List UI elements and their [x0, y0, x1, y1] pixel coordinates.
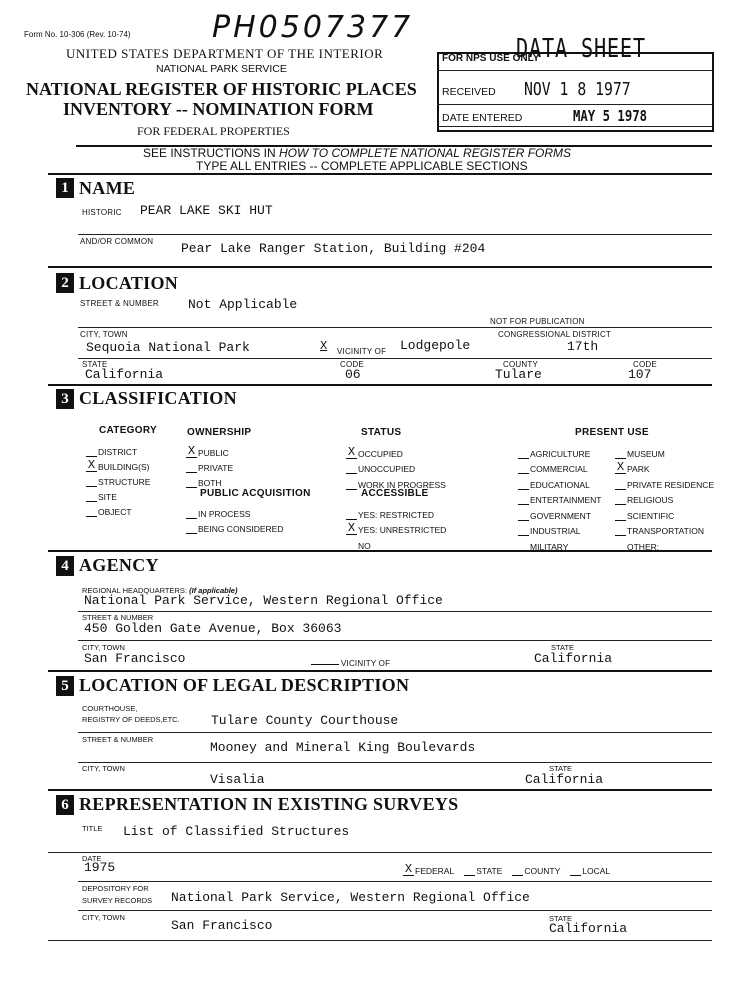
survey-title-label: TITLE — [82, 824, 103, 833]
use-label: GOVERNMENT — [530, 510, 591, 521]
category-mark — [86, 456, 97, 457]
accessible-label: NO — [358, 540, 371, 551]
agency-street-value: 450 Golden Gate Avenue, Box 36063 — [84, 621, 342, 636]
acquisition-option — [186, 519, 284, 534]
survey-city-label: CITY, TOWN — [82, 913, 125, 922]
use-option — [615, 474, 714, 490]
section-3-title: CLASSIFICATION — [79, 388, 237, 408]
survey-level-mark — [464, 875, 475, 876]
agency-city-label: CITY, TOWN — [82, 643, 125, 652]
accessible-label: YES: RESTRICTED — [358, 509, 435, 520]
section-1-number: 1 — [56, 178, 74, 198]
acquisition-heading: PUBLIC ACQUISITION — [200, 488, 311, 499]
accessible-options — [346, 504, 446, 551]
state-code-value: 06 — [345, 367, 361, 382]
category-mark — [86, 516, 97, 517]
status-options — [346, 443, 446, 490]
ownership-label: PRIVATE — [198, 463, 234, 473]
ownership-mark — [186, 472, 197, 473]
form-title-1: NATIONAL REGISTER OF HISTORIC PLACES — [26, 79, 417, 99]
use-mark — [518, 535, 529, 536]
survey-level-option — [464, 866, 502, 876]
section-2-title: LOCATION — [79, 273, 179, 293]
state-code-label: CODE — [340, 360, 364, 369]
section-1-title: NAME — [79, 178, 136, 198]
vicinity-value: Lodgepole — [400, 338, 471, 353]
legal-city-value: Visalia — [210, 772, 265, 787]
courthouse-label: COURTHOUSE, — [82, 704, 138, 713]
survey-level-options — [403, 864, 610, 876]
category-label: BUILDING(S) — [98, 462, 150, 472]
present-use-left-options — [518, 443, 601, 552]
status-heading: STATUS — [361, 427, 402, 438]
use-mark — [518, 458, 529, 459]
category-option — [86, 502, 150, 517]
accessible-option — [346, 504, 446, 520]
use-option — [615, 505, 714, 521]
use-label: COMMERCIAL — [530, 464, 588, 474]
category-label: STRUCTURE — [98, 477, 151, 487]
service: NATIONAL PARK SERVICE — [156, 63, 287, 75]
agency-city-value: San Francisco — [84, 651, 186, 666]
agency-state-value: California — [534, 651, 613, 666]
use-option — [518, 505, 601, 521]
street-label: STREET & NUMBER — [80, 299, 159, 308]
use-label: MILITARY — [530, 541, 569, 552]
ownership-option — [186, 443, 233, 458]
category-option — [86, 457, 150, 472]
date-entered-stamp: MAY 5 1978 — [573, 107, 648, 125]
use-label: INDUSTRIAL — [530, 526, 581, 536]
use-label: SCIENTIFIC — [627, 510, 675, 521]
use-mark — [518, 520, 529, 521]
accessible-option — [346, 535, 446, 551]
agency-street-label: STREET & NUMBER — [82, 613, 154, 622]
category-label: OBJECT — [98, 507, 132, 517]
survey-level-option — [570, 866, 610, 876]
common-label: AND/OR COMMON — [80, 237, 154, 246]
street-value: Not Applicable — [188, 297, 298, 312]
city-label: CITY, TOWN — [80, 330, 128, 339]
hq-label: REGIONAL HEADQUARTERS: (If applicable) — [82, 586, 238, 595]
date-entered-label: DATE ENTERED — [442, 112, 523, 124]
status-option — [346, 459, 446, 475]
use-mark — [615, 458, 626, 459]
accessible-label: YES: UNRESTRICTED — [358, 525, 447, 535]
legal-state-value: California — [525, 772, 604, 787]
use-mark — [615, 489, 626, 490]
use-option — [615, 459, 714, 475]
ownership-label: PUBLIC — [198, 448, 229, 458]
survey-title-value: List of Classified Structures — [123, 824, 350, 839]
use-mark — [615, 504, 626, 505]
survey-level-mark: X — [404, 862, 413, 876]
section-3-number: 3 — [56, 389, 74, 409]
use-mark — [615, 535, 626, 536]
use-label: OTHER: — [627, 541, 660, 552]
ownership-mark: X — [187, 444, 196, 458]
legal-street-value: Mooney and Mineral King Boulevards — [210, 740, 476, 755]
use-label: AGRICULTURE — [530, 448, 591, 459]
received-stamp: NOV 1 8 1977 — [524, 79, 631, 100]
status-mark — [346, 489, 357, 490]
survey-level-option — [512, 866, 560, 876]
received-label: RECEIVED — [442, 86, 496, 98]
section-5-title: LOCATION OF LEGAL DESCRIPTION — [79, 675, 410, 695]
congressional-label: CONGRESSIONAL DISTRICT — [498, 330, 612, 339]
department: UNITED STATES DEPARTMENT OF THE INTERIOR — [66, 46, 384, 61]
section-6-number: 6 — [56, 795, 74, 815]
use-label: ENTERTAINMENT — [530, 495, 602, 505]
use-option — [615, 490, 714, 506]
survey-level-label: FEDERAL — [415, 866, 455, 876]
instructions-line-1: SEE INSTRUCTIONS IN HOW TO COMPLETE NATIONAL REGISTER FORMS — [143, 146, 572, 160]
use-label: MUSEUM — [627, 448, 665, 459]
use-label: PARK — [627, 464, 650, 474]
form-subtitle: FOR FEDERAL PROPERTIES — [137, 124, 290, 138]
agency-vicinity-label: VICINITY OF — [341, 659, 391, 668]
category-option — [86, 487, 150, 502]
ownership-mark — [186, 487, 197, 488]
state-label: STATE — [82, 360, 108, 369]
status-label: WORK IN PROGRESS — [358, 479, 446, 490]
survey-level-mark — [512, 875, 523, 876]
acquisition-mark — [186, 533, 197, 534]
agency-state-label: STATE — [551, 643, 575, 652]
legal-state-label: STATE — [549, 764, 573, 773]
acquisition-label: BEING CONSIDERED — [198, 524, 284, 534]
present-use-heading: PRESENT USE — [575, 427, 649, 438]
use-label: EDUCATIONAL — [530, 479, 590, 490]
accessible-mark — [346, 519, 357, 520]
accessible-option — [346, 520, 446, 536]
use-label: RELIGIOUS — [627, 495, 674, 505]
legal-city-label: CITY, TOWN — [82, 764, 125, 773]
handwritten-id: PH0507377 — [212, 10, 414, 45]
category-mark — [86, 486, 97, 487]
status-label: UNOCCUPIED — [358, 464, 416, 474]
survey-city-value: San Francisco — [171, 918, 273, 933]
category-mark — [86, 501, 97, 502]
accessible-heading: ACCESSIBLE — [361, 488, 429, 499]
category-options — [86, 442, 150, 517]
legal-street-label: STREET & NUMBER — [82, 735, 154, 744]
acquisition-option — [186, 504, 284, 519]
form-number: Form No. 10-306 (Rev. 10-74) — [24, 30, 131, 39]
congressional-value: 17th — [567, 339, 599, 354]
accessible-mark: X — [347, 521, 356, 535]
city-value: Sequoia National Park — [86, 340, 250, 355]
historic-name: PEAR LAKE SKI HUT — [140, 203, 273, 218]
use-mark — [518, 504, 529, 505]
use-mark: X — [616, 460, 625, 474]
category-option — [86, 472, 150, 487]
historic-label: HISTORIC — [82, 208, 122, 217]
acquisition-label: IN PROCESS — [198, 509, 251, 519]
status-label: OCCUPIED — [358, 448, 403, 459]
use-mark — [518, 489, 529, 490]
survey-state-value: California — [549, 921, 628, 936]
section-2-number: 2 — [56, 273, 74, 293]
ownership-option — [186, 473, 233, 488]
depository-value: National Park Service, Western Regional Office — [171, 890, 530, 905]
survey-level-label: STATE — [476, 866, 503, 876]
section-6-title: REPRESENTATION IN EXISTING SURVEYS — [79, 794, 459, 814]
use-label: PRIVATE RESIDENCE — [627, 479, 715, 490]
hq-value: National Park Service, Western Regional Office — [84, 593, 443, 608]
instructions-line-2: TYPE ALL ENTRIES -- COMPLETE APPLICABLE SECTIONS — [196, 159, 528, 173]
ownership-label: BOTH — [198, 478, 222, 488]
use-option — [518, 474, 601, 490]
survey-date-value: 1975 — [84, 860, 116, 875]
use-option — [615, 443, 714, 459]
section-4-number: 4 — [56, 556, 74, 576]
use-option — [518, 490, 601, 506]
vicinity-label: VICINITY OF — [337, 347, 387, 356]
survey-state-label: STATE — [549, 914, 573, 923]
category-heading: CATEGORY — [99, 425, 157, 436]
ownership-options — [186, 443, 233, 488]
nps-use-label: FOR NPS USE ONLY — [442, 53, 540, 64]
use-option — [615, 521, 714, 537]
state-value: California — [85, 367, 164, 382]
county-label: COUNTY — [503, 360, 538, 369]
category-label: SITE — [98, 492, 117, 502]
survey-records-label: SURVEY RECORDS — [82, 896, 153, 905]
section-5-number: 5 — [56, 676, 74, 696]
survey-level-label: COUNTY — [524, 866, 561, 876]
use-mark — [615, 520, 626, 521]
depository-label: DEPOSITORY FOR — [82, 884, 149, 893]
county-value: Tulare — [495, 367, 542, 382]
form-title-2: INVENTORY -- NOMINATION FORM — [63, 99, 374, 119]
acquisition-options — [186, 504, 284, 534]
survey-date-label: DATE — [82, 854, 102, 863]
use-option — [518, 459, 601, 475]
use-mark — [518, 473, 529, 474]
data-sheet-stamp: DATA SHEET — [516, 34, 646, 64]
survey-level-label: LOCAL — [582, 866, 611, 876]
vicinity-blank — [311, 664, 339, 665]
not-for-publication: NOT FOR PUBLICATION — [490, 317, 585, 326]
use-label: TRANSPORTATION — [627, 526, 704, 536]
registry-label: REGISTRY OF DEEDS,ETC. — [82, 715, 180, 724]
ownership-heading: OWNERSHIP — [187, 427, 252, 438]
acquisition-mark — [186, 518, 197, 519]
category-mark: X — [87, 458, 96, 472]
present-use-right-options — [615, 443, 714, 552]
survey-level-option — [403, 864, 454, 876]
section-4-title: AGENCY — [79, 555, 159, 575]
category-option — [86, 442, 150, 457]
courthouse-value: Tulare County Courthouse — [211, 713, 399, 728]
ownership-option — [186, 458, 233, 473]
category-label: DISTRICT — [98, 447, 138, 457]
common-name: Pear Lake Ranger Station, Building #204 — [181, 241, 486, 256]
vicinity-mark: X — [320, 339, 328, 353]
survey-level-mark — [570, 875, 581, 876]
use-option — [518, 443, 601, 459]
use-option — [518, 521, 601, 537]
status-mark — [346, 473, 357, 474]
status-option — [346, 443, 446, 459]
status-mark: X — [347, 444, 356, 459]
county-code-label: CODE — [633, 360, 657, 369]
county-code-value: 107 — [628, 367, 652, 382]
